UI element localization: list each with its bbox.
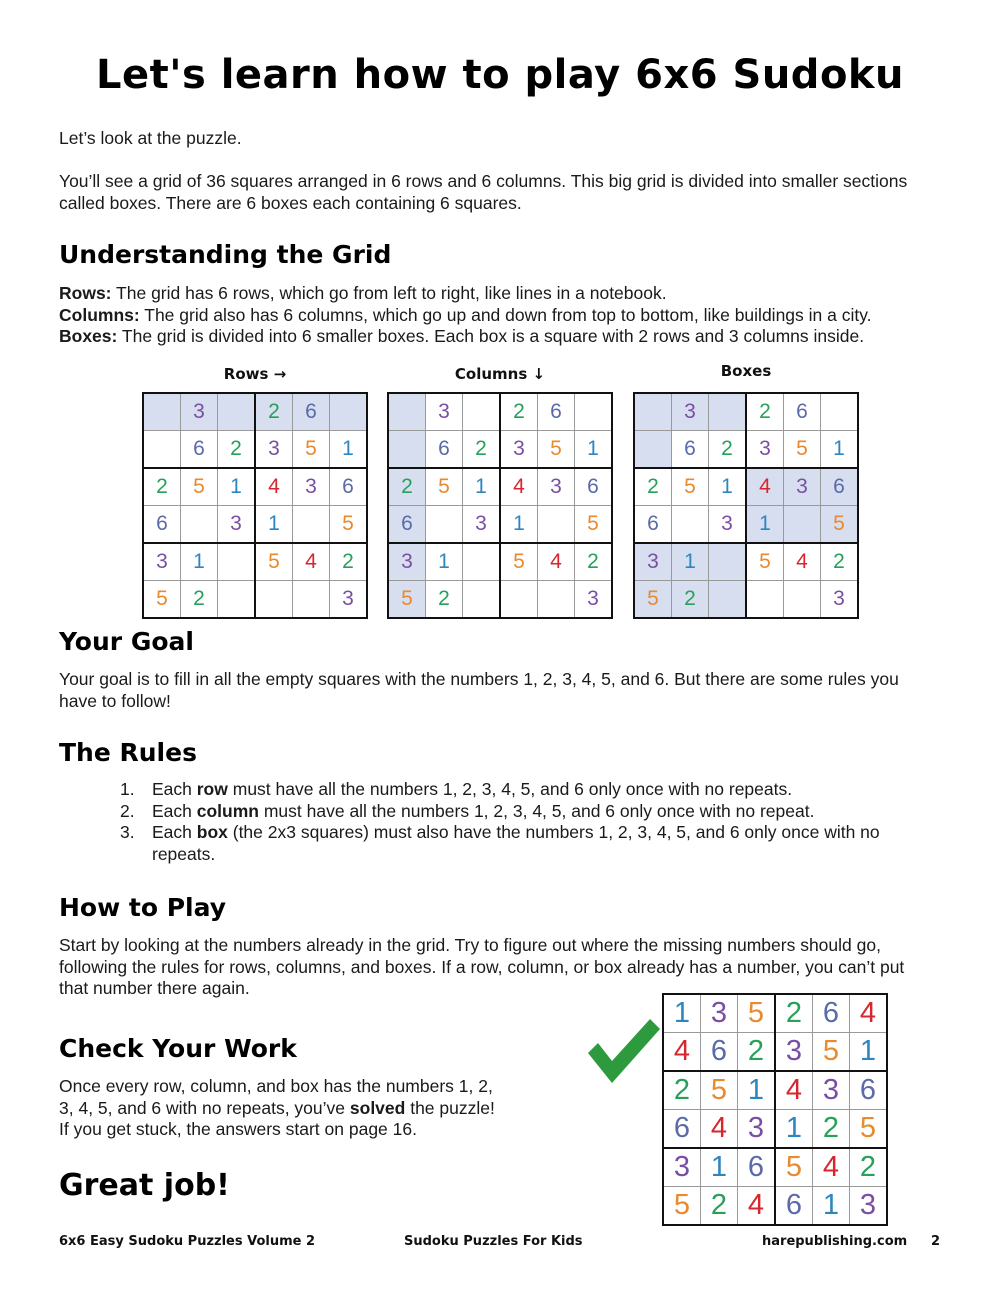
grid-cell bbox=[330, 393, 368, 431]
grid-cell: 1 bbox=[701, 1148, 738, 1187]
grid-cell: 2 bbox=[672, 581, 709, 619]
grid-row bbox=[634, 543, 858, 581]
grid-cell bbox=[634, 431, 672, 469]
grid-cell: 5 bbox=[821, 506, 859, 544]
grid-cell: 1 bbox=[463, 468, 501, 506]
grid-cell: 3 bbox=[775, 1033, 813, 1072]
rule-text: Each bbox=[152, 779, 197, 799]
grid-cell: 5 bbox=[293, 431, 330, 469]
rule-item bbox=[120, 822, 900, 865]
grid-cell: 1 bbox=[813, 1187, 850, 1226]
how-to-play-text: Start by looking at the numbers already in the grid. Try to figure out where the missing numbers should go, following the rules for rows, columns, and boxes. If a row, column, or box already has a number, you can’t put that number there again. bbox=[59, 935, 905, 998]
grid-cell: 4 bbox=[850, 994, 888, 1033]
grid-cell: 2 bbox=[426, 581, 463, 619]
grid-cell: 2 bbox=[709, 431, 747, 469]
grid-cell: 3 bbox=[575, 581, 613, 619]
grid-cell: 5 bbox=[575, 506, 613, 544]
grid-row bbox=[143, 393, 367, 431]
rule-item bbox=[120, 801, 900, 823]
grid-cell bbox=[784, 581, 821, 619]
grid-cell: 6 bbox=[784, 393, 821, 431]
grid-cell: 2 bbox=[143, 468, 181, 506]
grid-cell: 1 bbox=[663, 994, 701, 1033]
grid-cell: 6 bbox=[575, 468, 613, 506]
rule-keyword: column bbox=[196, 800, 259, 821]
grid-cell: 3 bbox=[293, 468, 330, 506]
grid-cell: 1 bbox=[821, 431, 859, 469]
grid-cell bbox=[538, 506, 575, 544]
grid-cell bbox=[143, 431, 181, 469]
grid-cell: 5 bbox=[850, 1110, 888, 1149]
grid-cell: 4 bbox=[255, 468, 293, 506]
grid-cell: 2 bbox=[746, 393, 784, 431]
grid-row bbox=[634, 506, 858, 544]
grid-row bbox=[663, 1033, 887, 1072]
columns-text: The grid also has 6 columns, which go up and down from top to bottom, like buildings in a city. bbox=[139, 304, 872, 325]
grid-cell bbox=[255, 581, 293, 619]
columns-example-grid bbox=[387, 392, 613, 619]
grid-cell: 2 bbox=[500, 393, 538, 431]
grid-cell: 1 bbox=[746, 506, 784, 544]
grid-cell bbox=[463, 393, 501, 431]
grid-cell: 1 bbox=[255, 506, 293, 544]
grid-cell: 4 bbox=[738, 1187, 776, 1226]
grid-cell bbox=[218, 393, 256, 431]
grid-cell: 3 bbox=[663, 1148, 701, 1187]
grid-cell bbox=[784, 506, 821, 544]
grid-cell bbox=[746, 581, 784, 619]
grid-cell: 4 bbox=[746, 468, 784, 506]
check-text-end: the puzzle! If you get stuck, the answers start on page 16. bbox=[59, 1097, 495, 1139]
grid-cell: 6 bbox=[426, 431, 463, 469]
grid-cell: 3 bbox=[255, 431, 293, 469]
grid-cell: 3 bbox=[181, 393, 218, 431]
boxes-text: The grid is divided into 6 smaller boxes. Each box is a square with 2 rows and 3 columns inside. bbox=[117, 326, 865, 346]
grid-cell: 2 bbox=[463, 431, 501, 469]
grid-cell: 6 bbox=[181, 431, 218, 469]
grid-cell: 6 bbox=[330, 468, 368, 506]
rules-list bbox=[120, 779, 900, 865]
grid-cell bbox=[293, 506, 330, 544]
rule-text: (the 2x3 squares) must also have the numbers 1, 2, 3, 4, 5, and 6 only once with no repeats. bbox=[152, 822, 880, 864]
columns-label: Columns: bbox=[59, 304, 140, 325]
grid-cell bbox=[293, 581, 330, 619]
grid-row bbox=[143, 506, 367, 544]
grid-cell: 6 bbox=[672, 431, 709, 469]
grid-cell: 6 bbox=[143, 506, 181, 544]
grid-cell bbox=[821, 393, 859, 431]
grid-cell: 6 bbox=[850, 1071, 888, 1110]
grid-cell: 4 bbox=[500, 468, 538, 506]
grid-cell: 2 bbox=[181, 581, 218, 619]
grid-cell: 4 bbox=[538, 543, 575, 581]
check-heading: Check Your Work bbox=[59, 1034, 297, 1063]
grid-row bbox=[143, 581, 367, 619]
grid-cell: 2 bbox=[388, 468, 426, 506]
boxes-label: Boxes: bbox=[59, 326, 118, 346]
grid-row bbox=[634, 431, 858, 469]
grid-cell bbox=[143, 393, 181, 431]
grid-cell: 5 bbox=[181, 468, 218, 506]
grid-cell: 4 bbox=[775, 1071, 813, 1110]
grid-cell: 6 bbox=[538, 393, 575, 431]
grid-cell: 6 bbox=[775, 1187, 813, 1226]
rule-text: Each bbox=[152, 822, 197, 842]
grid-cell: 3 bbox=[426, 393, 463, 431]
grid-cell: 3 bbox=[850, 1187, 888, 1226]
grid-cell: 1 bbox=[181, 543, 218, 581]
grid-row bbox=[143, 468, 367, 506]
rule-number: 1. bbox=[120, 779, 135, 799]
grid-cell bbox=[709, 393, 747, 431]
grid-row bbox=[663, 994, 887, 1033]
grid-cell: 6 bbox=[634, 506, 672, 544]
grid-cell: 3 bbox=[746, 431, 784, 469]
grid-row bbox=[388, 506, 612, 544]
rules-heading: The Rules bbox=[59, 738, 197, 767]
grid-cell: 2 bbox=[663, 1071, 701, 1110]
grid-cell: 3 bbox=[388, 543, 426, 581]
grid-cell: 5 bbox=[143, 581, 181, 619]
grid-cell: 2 bbox=[775, 994, 813, 1033]
grid-cell: 4 bbox=[813, 1148, 850, 1187]
grid-cell: 5 bbox=[672, 468, 709, 506]
grid-cell: 2 bbox=[850, 1148, 888, 1187]
boxes-grid-label: Boxes bbox=[720, 362, 772, 380]
rule-text: Each bbox=[152, 800, 197, 821]
grid-row bbox=[634, 468, 858, 506]
grid-cell: 3 bbox=[500, 431, 538, 469]
grid-cell: 3 bbox=[738, 1110, 776, 1149]
grid-row bbox=[388, 431, 612, 469]
grid-cell bbox=[463, 581, 501, 619]
rows-example-grid bbox=[142, 392, 368, 619]
grid-cell: 3 bbox=[813, 1071, 850, 1110]
rule-keyword: box bbox=[196, 822, 228, 842]
grid-cell: 6 bbox=[663, 1110, 701, 1149]
grid-cell bbox=[463, 543, 501, 581]
grid-cell: 4 bbox=[701, 1110, 738, 1149]
grid-cell: 2 bbox=[575, 543, 613, 581]
grid-cell: 6 bbox=[293, 393, 330, 431]
grid-cell: 1 bbox=[330, 431, 368, 469]
grid-cell: 5 bbox=[538, 431, 575, 469]
grid-cell: 4 bbox=[784, 543, 821, 581]
grid-cell: 5 bbox=[738, 994, 776, 1033]
grid-cell: 3 bbox=[821, 581, 859, 619]
grid-cell: 3 bbox=[143, 543, 181, 581]
intro-line: Let’s look at the puzzle. bbox=[59, 128, 242, 148]
grid-cell: 5 bbox=[701, 1071, 738, 1110]
grid-row bbox=[663, 1110, 887, 1149]
grid-cell: 3 bbox=[709, 506, 747, 544]
check-text bbox=[59, 1076, 499, 1141]
grid-cell: 1 bbox=[709, 468, 747, 506]
grid-cell: 1 bbox=[672, 543, 709, 581]
grid-cell: 3 bbox=[784, 468, 821, 506]
grid-cell: 2 bbox=[821, 543, 859, 581]
grid-cell: 3 bbox=[330, 581, 368, 619]
grid-row bbox=[388, 581, 612, 619]
grid-cell bbox=[388, 393, 426, 431]
great-job-text: Great job! bbox=[59, 1168, 230, 1203]
footer-page-number: 2 bbox=[931, 1234, 941, 1249]
grid-cell: 5 bbox=[775, 1148, 813, 1187]
solution-grid bbox=[662, 993, 888, 1226]
footer-series: Sudoku Puzzles For Kids bbox=[404, 1234, 583, 1249]
grid-row bbox=[663, 1148, 887, 1187]
grid-cell: 5 bbox=[255, 543, 293, 581]
grid-cell: 1 bbox=[850, 1033, 888, 1072]
grid-cell: 5 bbox=[388, 581, 426, 619]
grid-row bbox=[143, 431, 367, 469]
grid-row bbox=[388, 393, 612, 431]
grid-cell: 3 bbox=[634, 543, 672, 581]
rows-label: Rows: bbox=[59, 283, 112, 303]
grid-cell: 5 bbox=[426, 468, 463, 506]
grid-cell: 6 bbox=[813, 994, 850, 1033]
check-keyword: solved bbox=[349, 1097, 406, 1118]
how-to-play-heading: How to Play bbox=[59, 893, 227, 922]
grid-cell: 6 bbox=[821, 468, 859, 506]
grid-cell: 5 bbox=[813, 1033, 850, 1072]
grid-cell: 2 bbox=[330, 543, 368, 581]
grid-row bbox=[143, 543, 367, 581]
grid-heading: Understanding the Grid bbox=[59, 240, 392, 269]
grid-row bbox=[663, 1071, 887, 1110]
grid-cell: 2 bbox=[701, 1187, 738, 1226]
grid-row bbox=[388, 543, 612, 581]
grid-cell: 5 bbox=[784, 431, 821, 469]
grid-cell: 5 bbox=[746, 543, 784, 581]
grid-cell: 5 bbox=[634, 581, 672, 619]
grid-cell: 5 bbox=[330, 506, 368, 544]
grid-cell: 1 bbox=[500, 506, 538, 544]
grid-cell: 1 bbox=[738, 1071, 776, 1110]
grid-cell: 1 bbox=[575, 431, 613, 469]
grid-row bbox=[388, 468, 612, 506]
goal-heading: Your Goal bbox=[59, 627, 194, 656]
grid-cell bbox=[218, 543, 256, 581]
intro-paragraph: You’ll see a grid of 36 squares arranged in 6 rows and 6 columns. This big grid is divided into smaller sections called boxes. There are 6 boxes each containing 6 squares. bbox=[59, 171, 908, 213]
grid-cell: 5 bbox=[500, 543, 538, 581]
grid-cell: 3 bbox=[701, 994, 738, 1033]
rule-text: must have all the numbers 1, 2, 3, 4, 5, and 6 only once with no repeats. bbox=[227, 779, 793, 799]
grid-row bbox=[634, 393, 858, 431]
grid-cell: 4 bbox=[663, 1033, 701, 1072]
grid-cell: 1 bbox=[775, 1110, 813, 1149]
grid-cell: 2 bbox=[218, 431, 256, 469]
rule-number: 3. bbox=[120, 822, 135, 842]
grid-cell bbox=[181, 506, 218, 544]
grid-cell: 1 bbox=[426, 543, 463, 581]
grid-cell bbox=[672, 506, 709, 544]
grid-cell bbox=[218, 581, 256, 619]
grid-cell: 6 bbox=[701, 1033, 738, 1072]
goal-text: Your goal is to fill in all the empty squares with the numbers 1, 2, 3, 4, 5, and 6. But there are some rules you have to follow! bbox=[59, 669, 899, 711]
grid-cell: 3 bbox=[538, 468, 575, 506]
grid-cell: 3 bbox=[463, 506, 501, 544]
rows-grid-label: Rows → bbox=[223, 365, 287, 383]
grid-cell bbox=[388, 431, 426, 469]
footer-website: harepublishing.com bbox=[762, 1234, 908, 1249]
grid-cell: 2 bbox=[255, 393, 293, 431]
rule-item bbox=[120, 779, 900, 801]
columns-grid-label: Columns ↓ bbox=[454, 365, 546, 383]
grid-row bbox=[663, 1187, 887, 1226]
grid-cell: 3 bbox=[672, 393, 709, 431]
rule-keyword: row bbox=[196, 779, 228, 799]
grid-cell: 1 bbox=[218, 468, 256, 506]
grid-cell bbox=[709, 543, 747, 581]
grid-cell bbox=[709, 581, 747, 619]
rule-number: 2. bbox=[120, 800, 135, 821]
boxes-example-grid bbox=[633, 392, 859, 619]
grid-cell bbox=[500, 581, 538, 619]
grid-cell: 2 bbox=[738, 1033, 776, 1072]
grid-cell bbox=[575, 393, 613, 431]
grid-cell: 3 bbox=[218, 506, 256, 544]
grid-cell bbox=[634, 393, 672, 431]
grid-row bbox=[634, 581, 858, 619]
grid-cell: 5 bbox=[663, 1187, 701, 1226]
grid-cell: 6 bbox=[738, 1148, 776, 1187]
checkmark-icon bbox=[584, 1013, 662, 1087]
check-text-start: Once every row, column, and box has the numbers 1, 2, 3, 4, 5, and 6 with no repeats, you’ve bbox=[59, 1076, 493, 1118]
grid-cell bbox=[426, 506, 463, 544]
grid-definitions bbox=[59, 283, 939, 348]
footer-book-title: 6x6 Easy Sudoku Puzzles Volume 2 bbox=[59, 1234, 316, 1249]
grid-cell: 2 bbox=[634, 468, 672, 506]
grid-cell bbox=[538, 581, 575, 619]
checkmark-shape bbox=[588, 1019, 660, 1083]
grid-cell: 2 bbox=[813, 1110, 850, 1149]
grid-cell: 6 bbox=[388, 506, 426, 544]
rule-text: must have all the numbers 1, 2, 3, 4, 5, and 6 only once with no repeat. bbox=[258, 800, 815, 821]
grid-cell: 4 bbox=[293, 543, 330, 581]
page-title: Let's learn how to play 6x6 Sudoku bbox=[95, 52, 904, 98]
rows-text: The grid has 6 rows, which go from left to right, like lines in a notebook. bbox=[111, 283, 667, 303]
